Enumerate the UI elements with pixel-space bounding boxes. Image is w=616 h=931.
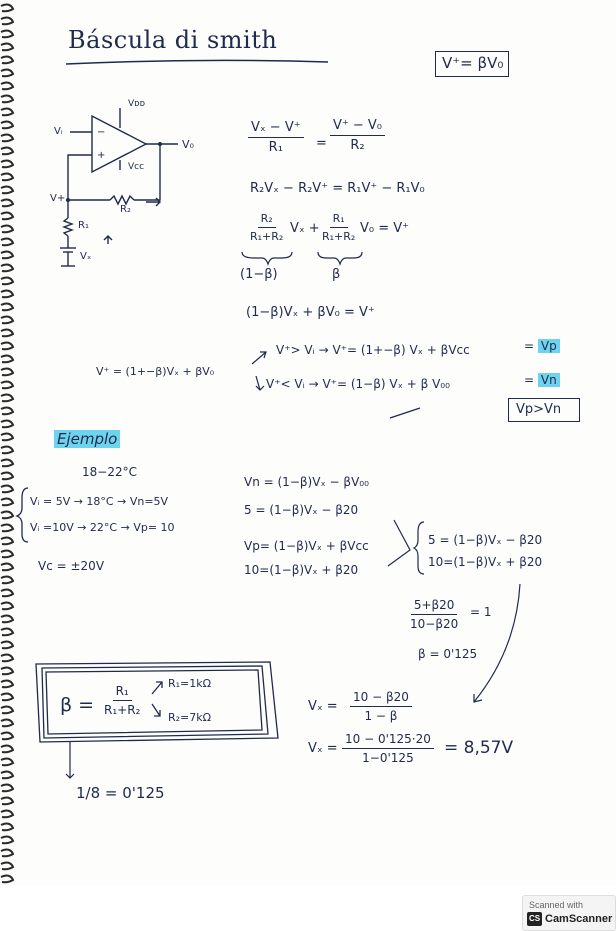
eq3-fraction1-numerator: R₂ xyxy=(258,212,276,228)
eq3-under-1-minus-beta: (1−β) xyxy=(240,267,278,282)
beta-value: β = 0'125 xyxy=(418,647,478,661)
eq1-lhs-numerator: Vₓ − V⁺ xyxy=(248,120,304,138)
conclusion: Vp>Vn xyxy=(516,402,562,417)
system-eq-2: 10=(1−β)Vₓ + β20 xyxy=(428,555,543,569)
eq3-under-beta: β xyxy=(332,267,341,282)
eq1-lhs-denominator: R₁ xyxy=(268,140,283,155)
beta-box-beta: β = xyxy=(60,694,95,716)
eq3-fraction2-numerator: R₁ xyxy=(330,212,348,228)
circuit-vi-label: Vᵢ xyxy=(54,126,63,137)
branch-top: V⁺> Vᵢ → V⁺= (1+−β) Vₓ + βVcc xyxy=(276,343,470,357)
vx2-result: = 8,57V xyxy=(444,738,514,758)
system-eq-1: 5 = (1−β)Vₓ − β20 xyxy=(428,533,543,547)
ratio-equals: = 1 xyxy=(470,605,492,619)
example-condition-2: Vᵢ =10V → 22°C → Vp= 10 xyxy=(30,521,175,534)
vn-highlight: Vn xyxy=(538,373,560,387)
circuit-vdd-label: Vᴅᴅ xyxy=(128,99,146,109)
beta-box-fraction xyxy=(104,684,140,717)
camscanner-logo-icon: CS xyxy=(527,912,542,926)
beta-box-result: 1/8 = 0'125 xyxy=(76,784,165,802)
example-vn-eq: Vn = (1−β)Vₓ − βV₀₀ xyxy=(244,475,369,489)
circuit-vplus-label: V+ xyxy=(50,193,66,204)
eq1-equals: = xyxy=(316,136,327,151)
beta-box-numerator: R₁ xyxy=(113,684,132,701)
camscanner-badge xyxy=(522,895,616,931)
vx-lhs: Vₓ = xyxy=(308,699,338,714)
beta-box-r1: R₁=1kΩ xyxy=(168,677,212,690)
scanned-with-text: Scanned with xyxy=(529,900,584,910)
example-vp-sub: 10=(1−β)Vₓ + β20 xyxy=(244,563,359,577)
vp-highlight: Vp xyxy=(538,339,560,353)
beta-box-r2: R₂=7kΩ xyxy=(168,711,212,724)
circuit-vo-label: V₀ xyxy=(182,138,194,151)
branch-bottom: V⁺< Vᵢ → V⁺= (1−β) Vₓ + β V₀₀ xyxy=(266,377,450,391)
circuit-vcc-label: Vcc xyxy=(128,162,145,172)
page-title: Báscula di smith xyxy=(68,26,278,54)
svg-text:+: + xyxy=(97,150,106,161)
vx2-denominator: 1−0'125 xyxy=(362,751,414,765)
example-vc: Vc = ±20V xyxy=(38,559,105,573)
branch-left: V⁺ = (1+−β)Vₓ + βV₀ xyxy=(96,365,215,378)
eq1-rhs-numerator: V⁺ − V₀ xyxy=(330,118,385,136)
eq3-fraction2-denominator: R₁+R₂ xyxy=(322,230,356,243)
circuit-r1-label: R₁ xyxy=(78,220,89,231)
camscanner-name: CamScanner xyxy=(545,913,613,925)
example-vn-sub: 5 = (1−β)Vₓ − β20 xyxy=(244,503,359,517)
vx-numerator: 10 − β20 xyxy=(350,690,412,707)
eq1-rhs-denominator: R₂ xyxy=(350,138,365,153)
eq2: R₂Vₓ − R₂V⁺ = R₁V⁺ − R₁V₀ xyxy=(250,181,425,196)
ratio-numerator: 5+β20 xyxy=(411,598,458,615)
circuit-vx-label: Vₓ xyxy=(80,251,92,262)
ratio-denominator: 10−β20 xyxy=(410,617,459,631)
vx-denominator: 1 − β xyxy=(364,709,398,723)
vx2-numerator: 10 − 0'125·20 xyxy=(342,732,434,749)
eq4: (1−β)Vₓ + βV₀ = V⁺ xyxy=(246,305,375,320)
eq3-end: V₀ = V⁺ xyxy=(360,221,410,236)
eq3-fraction1-denominator: R₁+R₂ xyxy=(250,230,284,243)
vx2-lhs: Vₓ = xyxy=(308,741,338,756)
circuit-r2-label: R₂ xyxy=(120,204,131,215)
svg-text:−: − xyxy=(97,127,106,138)
example-heading-text: Ejemplo xyxy=(54,430,120,448)
example-vp-eq: Vp= (1−β)Vₓ + βVcc xyxy=(244,539,369,553)
branch-top-tag: = Vp xyxy=(524,340,560,352)
example-range: 18−22°C xyxy=(82,465,137,479)
example-condition-1: Vᵢ = 5V → 18°C → Vn=5V xyxy=(30,495,169,508)
beta-box-denominator: R₁+R₂ xyxy=(104,703,141,717)
vplus-definition: V⁺= βV₀ xyxy=(442,54,504,72)
eq3-middle: Vₓ + xyxy=(290,221,320,236)
branch-bottom-tag: = Vn xyxy=(524,374,560,386)
